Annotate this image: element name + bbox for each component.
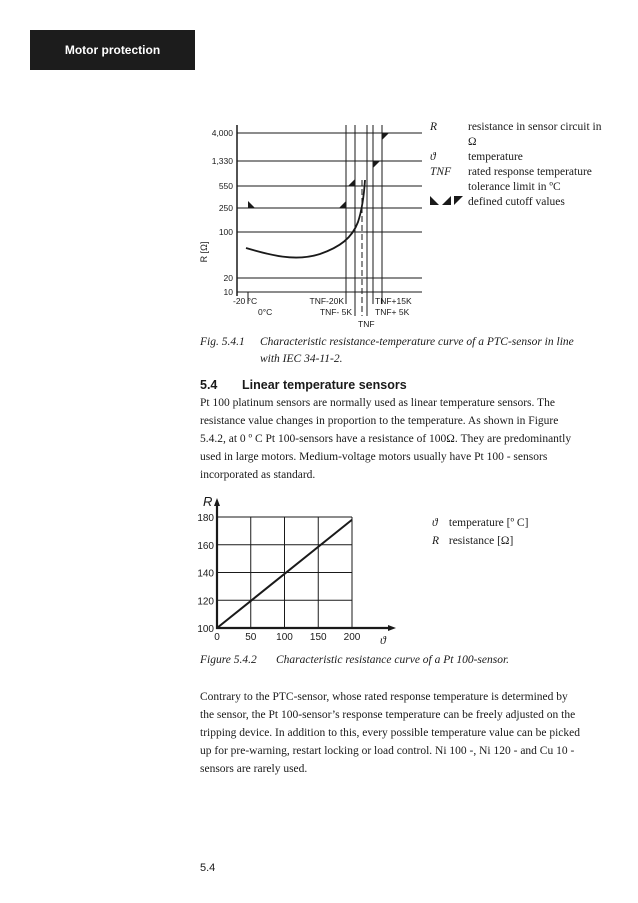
fig1-caption	[200, 334, 600, 370]
ptc-y-tick: 4,000	[211, 128, 233, 138]
pt100-y-arrow	[214, 498, 220, 506]
section-title: Linear temperature sensors	[242, 378, 407, 392]
pt100-x-tick: 0	[214, 632, 220, 643]
ptc-y-tick: 550	[218, 181, 233, 191]
legend-symbol: TNF	[430, 166, 452, 178]
legend-text: resistance [Ω]	[448, 535, 514, 547]
legend-text: rated response temperature tolerance limit in ºC	[468, 166, 592, 193]
pt100-axes	[217, 504, 390, 628]
pt100-x-tick: 150	[309, 632, 327, 643]
ptc-x-label-minus20: -20 °C	[233, 296, 258, 306]
pt100-x-tick: 200	[343, 632, 361, 643]
pt100-y-tick: 180	[197, 513, 214, 524]
fig2-caption	[200, 652, 600, 670]
ptc-y-tick: 250	[218, 203, 233, 213]
fig1-caption-label: Fig. 5.4.1	[200, 336, 245, 348]
legend-item	[430, 165, 610, 195]
section-tab-label: Motor protection	[64, 43, 161, 57]
legend-symbol: R	[430, 121, 438, 133]
ptc-y-tick: 10	[223, 287, 233, 297]
ptc-gridlines	[237, 133, 422, 292]
pt100-x-tick: 100	[276, 632, 293, 643]
ptc-x-label-tnf-minus-20k: TNF-20K	[309, 296, 344, 306]
pt100-x-axis-label: ϑ	[380, 633, 386, 647]
pt100-x-arrow	[388, 625, 396, 631]
legend-item	[430, 195, 610, 211]
ptc-y-tick: 20	[223, 273, 233, 283]
legend-item	[430, 120, 610, 150]
pt100-y-tick: 100	[197, 624, 214, 635]
ptc-y-tick: 100	[218, 227, 233, 237]
paragraph-pt100-adjustment: Contrary to the PTC-sensor, whose rated response temperature is determined by the sensor, the Pt 100-sensor’s response temperature can be freely adjusted on the tripping device. In addition to this, every possible temperature value can be picked up for pre-warning, restart locking or load control. Ni 100 -, Ni 120 - and Cu 10 - sensors are rarely used.	[200, 691, 581, 775]
legend-symbol: ϑ	[430, 151, 436, 163]
ptc-vertical-markers	[248, 125, 382, 316]
ptc-cutoff-markers	[248, 133, 389, 208]
ptc-x-label-tnf-plus-5k: TNF+ 5K	[375, 307, 410, 317]
ptc-y-axis-label: R [Ω]	[199, 241, 209, 263]
ptc-x-label-tnf: TNF	[358, 319, 375, 329]
ptc-x-label-zero: 0°C	[258, 307, 273, 317]
ptc-legend	[430, 120, 610, 211]
legend-item	[432, 514, 528, 532]
legend-text: temperature	[468, 151, 523, 163]
pt100-y-tick: 140	[197, 568, 214, 580]
legend-text: defined cutoff values	[468, 196, 565, 208]
legend-symbol: ϑ	[432, 517, 438, 529]
page-number: 5.4	[200, 862, 216, 874]
pt100-legend	[432, 514, 528, 550]
fig2-caption-label: Figure 5.4.2	[200, 654, 257, 666]
paragraph-linear-sensors: Pt 100 platinum sensors are normally used as linear temperature sensors. The resistance value changes in proportion to the temperature. As shown in Figure 5.4.2, at 0 º C Pt 100-sensors have a resistance of 100Ω. They are predominantly used in large motors. Medium-voltage motors usually have Pt 100 - sensors incorporated as standard.	[200, 397, 572, 481]
ptc-x-label-tnf-minus-5k: TNF- 5K	[319, 307, 352, 317]
section-heading	[200, 378, 407, 392]
pt100-chart	[197, 494, 396, 647]
legend-text: resistance in sensor circuit in Ω	[468, 121, 602, 148]
pt100-x-tick: 50	[245, 632, 257, 643]
cutoff-symbol-icon	[430, 195, 468, 211]
pt100-y-axis-label: R	[203, 494, 213, 509]
legend-item	[432, 532, 528, 550]
pt100-y-tick: 160	[197, 540, 214, 552]
legend-symbol: R	[432, 535, 440, 547]
section-number: 5.4	[200, 378, 218, 392]
ptc-resistance-curve	[246, 180, 365, 258]
ptc-x-label-tnf-plus-15k: TNF+15K	[375, 296, 412, 306]
ptc-y-tick: 1,330	[211, 156, 233, 166]
legend-item	[430, 150, 610, 165]
legend-text: temperature [º C]	[448, 517, 529, 529]
pt100-y-tick: 120	[197, 596, 214, 608]
fig1-caption-text: Characteristic resistance-temperature curve of a PTC-sensor in line with IEC 34-11-2.	[260, 336, 574, 365]
fig2-caption-text: Characteristic resistance curve of a Pt 100-sensor.	[276, 654, 510, 666]
